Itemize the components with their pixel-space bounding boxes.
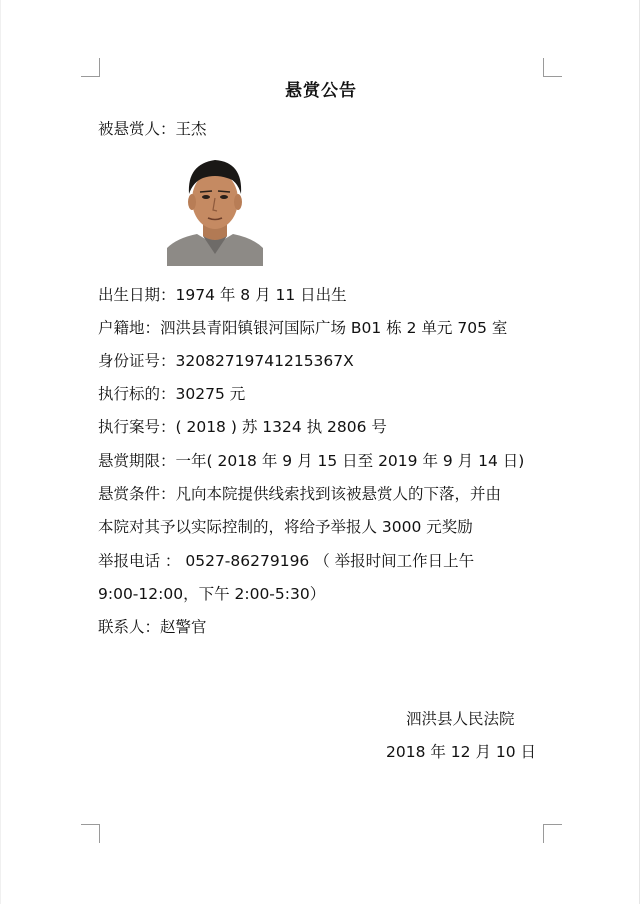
crop-mark-bottom-right (543, 824, 562, 843)
contact-person-line: 联系人：赵警官 (98, 618, 207, 636)
crop-mark-top-right (543, 58, 562, 77)
birth-date-line: 出生日期：1974 年 8 月 11 日出生 (98, 286, 347, 304)
case-number-line: 执行案号：( 2018 ) 苏 1324 执 2806 号 (98, 418, 387, 436)
issue-date: 2018 年 12 月 10 日 (386, 743, 537, 761)
domicile-line: 户籍地：泗洪县青阳镇银河国际广场 B01 栋 2 单元 705 室 (98, 319, 508, 337)
reward-period-line: 悬赏期限：一年( 2018 年 9 月 15 日至 2019 年 9 月 14 日) (98, 452, 525, 470)
court-name: 泗洪县人民法院 (406, 710, 515, 728)
crop-mark-top-left (81, 58, 100, 77)
notice-title: 悬赏公告 (285, 81, 357, 101)
report-hours-line: 9:00-12:00，下午 2:00-5:30） (98, 585, 326, 603)
wanted-person-line: 被悬赏人：王杰 (98, 120, 207, 138)
crop-mark-bottom-left (81, 824, 100, 843)
report-phone-line: 举报电话 ： 0527-86279196 （ 举报时间工作日上午 (98, 552, 475, 570)
id-number-line: 身份证号：32082719741215367X (98, 352, 354, 370)
execution-amount-line: 执行标的：30275 元 (98, 385, 246, 403)
reward-condition-line-1: 悬赏条件：凡向本院提供线索找到该被悬赏人的下落，并由 (98, 485, 502, 503)
person-photo (167, 150, 263, 266)
person-portrait-image (167, 150, 263, 266)
reward-condition-line-2: 本院对其予以实际控制的，将给予举报人 3000 元奖励 (98, 518, 473, 536)
